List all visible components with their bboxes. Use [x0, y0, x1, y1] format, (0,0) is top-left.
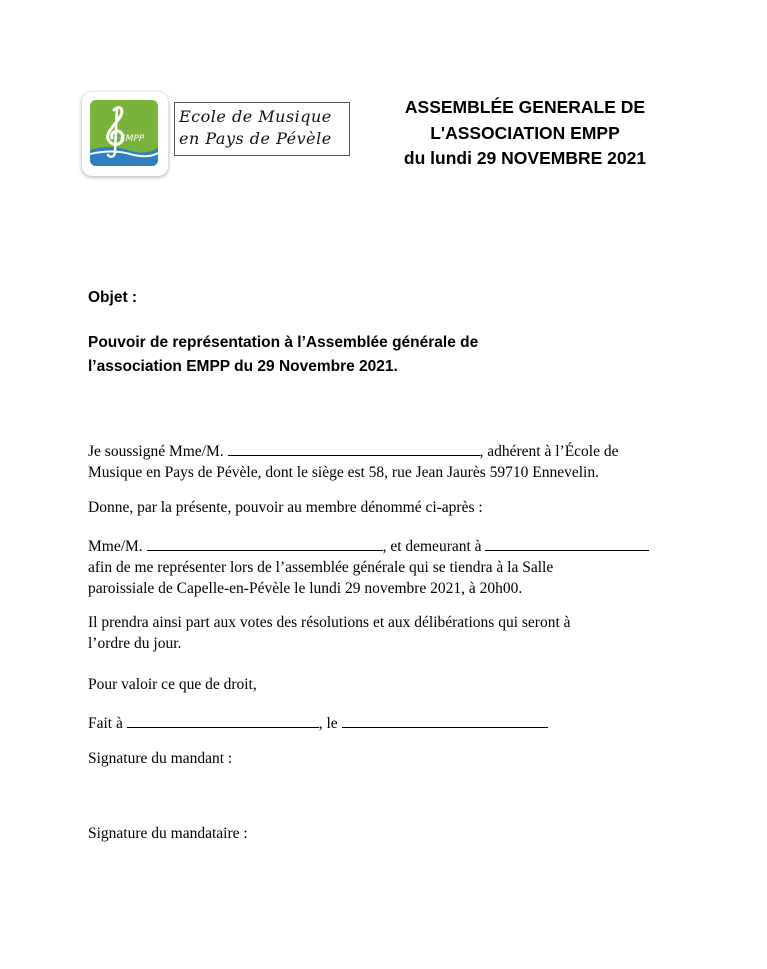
- objet-label: Objet :: [88, 289, 138, 306]
- logo-badge: [82, 92, 168, 176]
- soussigne-label: Je soussigné Mme/M.: [88, 443, 224, 460]
- objet-text: [88, 331, 648, 379]
- paragraph-donne: Donne, par la présente, pouvoir au membre dénommé ci-après :: [88, 499, 483, 516]
- logo-name-line2: en Pays de Pévèle: [179, 129, 332, 148]
- objet-line1: Pouvoir de représentation à l’Assemblée générale de: [88, 334, 479, 351]
- logo-green-square: [90, 100, 158, 166]
- adherent-text: , adhérent à l’École de: [479, 443, 619, 460]
- objet-line2: l’association EMPP du 29 Novembre 2021.: [88, 358, 398, 375]
- treble-clef-icon: [90, 100, 158, 166]
- signature-mandant: Signature du mandant :: [88, 750, 233, 767]
- demeurant-text: , et demeurant à: [382, 538, 482, 555]
- name-blank[interactable]: [228, 440, 480, 456]
- le-label: , le: [318, 715, 338, 732]
- paragraph-mandataire: [88, 535, 688, 599]
- paragraph-soussigne: [88, 440, 688, 483]
- paragraph-fait-a: [88, 712, 688, 734]
- date-blank[interactable]: [342, 712, 548, 728]
- address-blank[interactable]: [485, 535, 649, 551]
- votes-line2: l’ordre du jour.: [88, 635, 182, 652]
- votes-line1: Il prendra ainsi part aux votes des résolutions et aux délibérations qui seront à: [88, 614, 571, 631]
- lieu-date-text: paroissiale de Capelle-en-Pévèle le lundi 29 novembre 2021, à 20h00.: [88, 580, 523, 597]
- title-line2: L'ASSOCIATION EMPP: [430, 122, 620, 143]
- signature-mandataire: Signature du mandataire :: [88, 825, 248, 842]
- representer-text: afin de me représenter lors de l’assemblée générale qui se tiendra à la Salle: [88, 559, 554, 576]
- siege-text: Musique en Pays de Pévèle, dont le siège est 58, rue Jean Jaurès 59710 Ennevelin.: [88, 464, 599, 481]
- title-line3: du lundi 29 NOVEMBRE 2021: [403, 148, 647, 168]
- logo-badge-text: EMPP: [120, 134, 145, 144]
- place-blank[interactable]: [127, 712, 319, 728]
- title-line1: ASSEMBLÉE GENERALE DE: [404, 97, 646, 117]
- paragraph-votes: [88, 612, 688, 654]
- logo-name-line1: Ecole de Musique: [179, 107, 332, 126]
- paragraph-valoir: Pour valoir ce que de droit,: [88, 676, 257, 693]
- document-title: [360, 95, 690, 172]
- mandataire-name-blank[interactable]: [147, 535, 383, 551]
- logo-name-box: [174, 102, 350, 156]
- mandataire-label: Mme/M.: [88, 538, 143, 555]
- fait-a-label: Fait à: [88, 715, 123, 732]
- logo: [82, 92, 354, 178]
